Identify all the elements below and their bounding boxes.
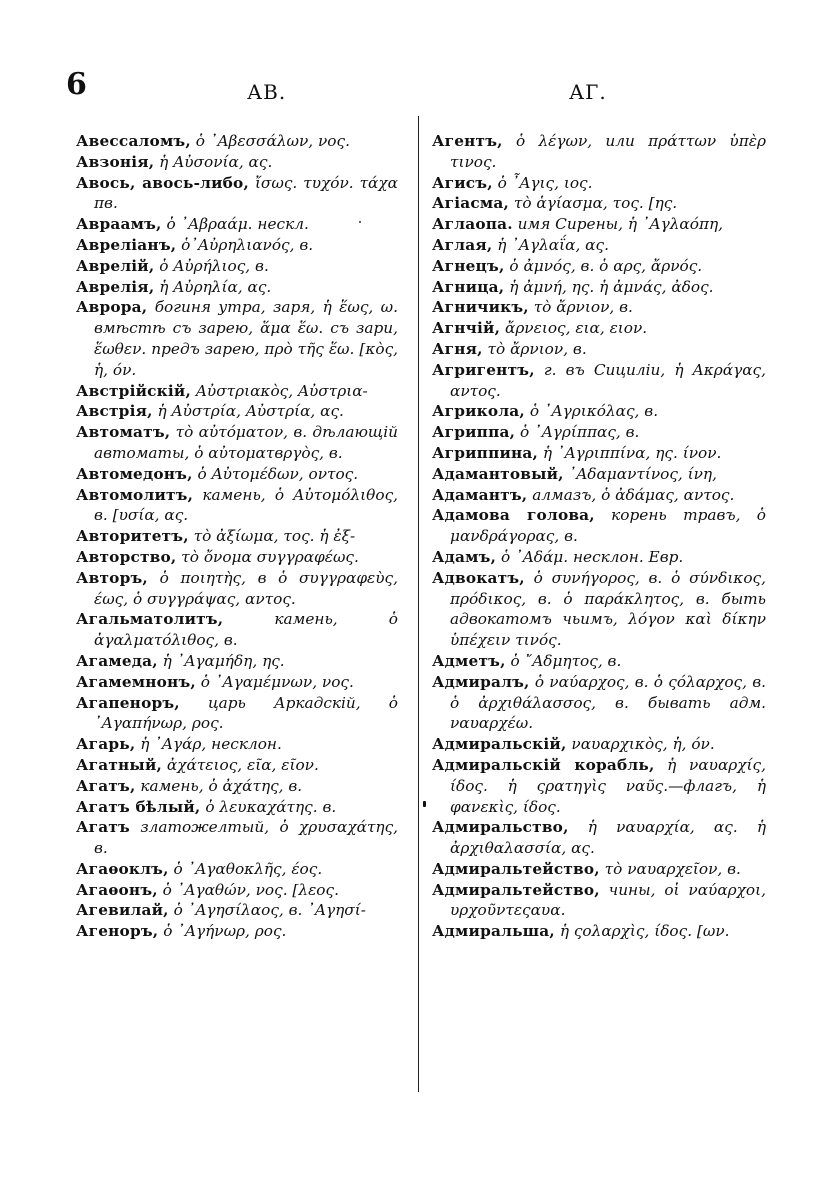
entry-headword: Австрія, xyxy=(76,402,153,421)
entry-definition: златожелтый, ὁ χρυσαχάτης, в. xyxy=(94,818,398,858)
entry-headword: Агрикола, xyxy=(432,402,525,421)
entry-headword: Авторъ, xyxy=(76,568,148,587)
entry-definition: ἡ ᾿Αγλαΐα, ας. xyxy=(497,235,609,254)
dictionary-entry xyxy=(76,651,398,672)
dictionary-entry xyxy=(432,360,766,402)
entry-headword: Авторитетъ, xyxy=(76,527,189,546)
entry-headword: Аглаопа. xyxy=(432,215,513,234)
entry-headword: Адмиральша, xyxy=(432,922,555,941)
dictionary-entry xyxy=(432,880,766,922)
entry-headword: Агаѳоклъ, xyxy=(76,859,169,878)
entry-definition: ᾿Αδαμαντίνος, ίνη, xyxy=(568,464,717,483)
entry-headword: Агатъ бѣлый, xyxy=(76,797,201,816)
dictionary-entry xyxy=(76,859,398,880)
dictionary-entry xyxy=(432,672,766,734)
entry-definition: ὁ ᾿Αγήνωρ, ρος. xyxy=(163,922,287,941)
entry-headword: Агіасма, xyxy=(432,194,509,213)
entry-definition: ὁ ᾿Αγαθών, νος. [λεος. xyxy=(162,880,339,899)
entry-headword: Агригентъ, xyxy=(432,360,535,379)
entry-headword: Адамова голова, xyxy=(432,506,595,525)
dictionary-entry xyxy=(432,256,766,277)
dictionary-entry xyxy=(432,339,766,360)
entry-definition: ὁ Αὐρήλιος, в. xyxy=(159,256,269,275)
running-head-left: АВ. xyxy=(247,80,287,104)
entry-definition: ὁ Αὐτομέδων, οντος. xyxy=(197,464,359,483)
entry-headword: Адмиральскій, xyxy=(432,735,567,754)
entry-definition: имя Сирены, ἡ ᾿Αγλαόπη, xyxy=(517,215,724,234)
page-number: 6 xyxy=(66,67,87,102)
entry-definition: ὁ ᾿Αδάμ. несклон. Евр. xyxy=(501,547,684,566)
entry-definition: ἡ Αὐστρία, Αὐστρία, ας. xyxy=(157,402,344,421)
dictionary-entry xyxy=(76,214,398,235)
entry-definition: ὁ ᾿Αγησίλαος, в. ᾿Αγησί- xyxy=(173,901,366,920)
dictionary-entry xyxy=(432,422,766,443)
entry-headword: Агнчій, xyxy=(432,319,501,338)
dictionary-entry xyxy=(76,547,398,568)
dictionary-entry xyxy=(76,672,398,693)
entry-definition: ἡ ναυαρχίς, ίδος. ἡ ςρατηγὶς ναῦς.—флагъ, ἡ φανεκὶς, ίδος. xyxy=(450,755,766,816)
entry-headword: Агапеноръ, xyxy=(76,693,180,712)
dictionary-entry xyxy=(76,131,398,152)
entry-headword: Адметъ, xyxy=(432,651,506,670)
entry-definition: царь Аркадскій, ὁ ᾿Αγαπήνωρ, ρος. xyxy=(94,693,398,733)
entry-headword: Агриппа, xyxy=(432,423,516,442)
entry-definition: τὸ ὄνομα συγγραφέως. xyxy=(181,547,359,566)
dictionary-entry xyxy=(432,401,766,422)
entry-headword: Авессаломъ, xyxy=(76,132,191,150)
entry-definition: ὁ ναύαρχος, в. ὁ ςόλαρχος, в. ὁ ἀρχιθάλασσος, в. бывать адм. ναυαρχέω. xyxy=(450,672,766,733)
dictionary-entry xyxy=(432,464,766,485)
entry-definition: τὸ ἁγίασμα, τος. [ης. xyxy=(513,194,678,213)
entry-headword: Агальматолитъ, xyxy=(76,610,224,629)
entry-headword: Адмиральскій корабль, xyxy=(432,755,655,774)
entry-headword: Аглая, xyxy=(432,235,493,254)
entry-headword: Автомолитъ, xyxy=(76,485,194,504)
dictionary-entry xyxy=(432,277,766,298)
entry-definition: τὸ ἄρνιον, в. xyxy=(487,339,587,358)
entry-headword: Авторство, xyxy=(76,547,177,566)
dictionary-entry xyxy=(432,568,766,651)
dictionary-entry xyxy=(432,921,766,942)
entry-headword: Авось, авось-либо, xyxy=(76,173,249,192)
dictionary-entry xyxy=(76,526,398,547)
dictionary-entry xyxy=(432,235,766,256)
entry-definition: ὁ ᾿Αγαθοκλῆς, έος. xyxy=(173,859,323,878)
dictionary-entry xyxy=(76,277,398,298)
entry-definition: ἡ ᾿Αγαμήδη, ης. xyxy=(162,651,285,670)
entry-headword: Адамантъ, xyxy=(432,485,528,504)
entry-headword: Агриппина, xyxy=(432,443,539,462)
entry-definition: ὁ ῏Αγις, ιος. xyxy=(497,173,593,192)
entry-headword: Автомедонъ, xyxy=(76,464,193,483)
dictionary-entry xyxy=(76,256,398,277)
dictionary-entry xyxy=(432,651,766,672)
dictionary-entry xyxy=(76,152,398,173)
running-head-right: АГ. xyxy=(569,80,607,104)
entry-headword: Агня, xyxy=(432,339,483,358)
entry-headword: Агисъ, xyxy=(432,173,493,192)
entry-definition: богиня утра, заря, ἡ ἕως, ω. вмѣстѣ съ зарею, ἅμα ἕω. съ зари, ἕωθεν. предъ зарею, πρὸ τῆς ἕω. [κὸς, ἡ, όν. xyxy=(94,298,398,379)
entry-definition: ὁ συνήγορος, в. ὁ σύνδικος, πρόδικος, в. ὁ παράκλητος, в. быть адвокатомъ чьимъ, λόγον καὶ δίκην ὑπέχειν τινός. xyxy=(450,568,766,650)
entry-headword: Адамантовый, xyxy=(432,464,564,483)
dictionary-entry xyxy=(432,297,766,318)
entry-headword: Агаѳонъ, xyxy=(76,880,158,899)
entry-definition: ὁ ᾿Αγαμέμνων, νος. xyxy=(200,672,354,691)
dictionary-entry xyxy=(432,547,766,568)
entry-definition: ἡ ἀμνή, ης. ἡ ἀμνάς, ἀδος. xyxy=(509,277,714,296)
entry-headword: Авзонія, xyxy=(76,152,155,171)
dictionary-entry xyxy=(76,464,398,485)
dictionary-entry xyxy=(432,131,766,173)
entry-definition: ἡ ςολαρχὶς, ίδος. [ων. xyxy=(559,922,730,941)
entry-definition: ὁ ποιητὴς, в ὁ συγγραφεὺς, έως, ὁ συγγράψας, αντος. xyxy=(94,568,398,608)
entry-headword: Авреліанъ, xyxy=(76,235,177,254)
dictionary-entry xyxy=(432,443,766,464)
entry-headword: Агница, xyxy=(432,277,505,296)
dictionary-entry xyxy=(76,297,398,380)
dictionary-entry xyxy=(76,880,398,901)
dictionary-entry xyxy=(432,505,766,547)
entry-headword: Агатъ xyxy=(76,818,130,837)
dictionary-entry xyxy=(76,797,398,818)
entry-headword: Агатъ, xyxy=(76,776,136,795)
dictionary-entry xyxy=(76,776,398,797)
dictionary-entry xyxy=(76,921,398,942)
entry-definition: ἡ ᾿Αγάρ, несклон. xyxy=(140,735,282,754)
entry-definition: τὸ ἄρνιον, в. xyxy=(533,298,633,317)
dictionary-entry xyxy=(76,235,398,256)
entry-headword: Адмиральтейство, xyxy=(432,880,600,899)
entry-definition: ἄρνειος, εια, ειον. xyxy=(504,319,648,338)
dictionary-entry xyxy=(76,755,398,776)
dictionary-entry xyxy=(76,422,398,464)
entry-definition: ναυαρχικὸς, ἡ, όν. xyxy=(571,735,715,754)
entry-definition: камень, ὁ ἀχάτης, в. xyxy=(140,776,303,795)
entry-headword: Адмиральтейство, xyxy=(432,859,600,878)
entry-definition: Αὐστριακὸς, Αὐστρια- xyxy=(195,381,368,400)
entry-headword: Адмиральство, xyxy=(432,818,569,837)
entry-headword: Агеноръ, xyxy=(76,922,159,941)
entry-definition: чины, οἱ ναύαρχοι, υρχοῦντεςαυα. xyxy=(450,880,766,920)
entry-definition: τὸ αὐτόματον, в. дѣлающій автоматы, ὁ αὐτοματвργὸς, в. xyxy=(94,423,398,462)
dictionary-entry xyxy=(76,173,398,215)
dictionary-entry xyxy=(432,859,766,880)
entry-headword: Агничикъ, xyxy=(432,298,529,317)
entry-headword: Адмиралъ, xyxy=(432,672,530,691)
margin-mark xyxy=(423,801,426,807)
entry-definition: ὁ λέγων, или πράττων ὑπὲρ τινος. xyxy=(450,132,766,171)
entry-definition: ἴσως. τυχόν. τάχα πв. xyxy=(94,173,398,213)
entry-headword: Агарь, xyxy=(76,735,136,754)
dictionary-entry xyxy=(76,817,398,859)
entry-definition: алмазъ, ὁ ἀδάμας, αντος. xyxy=(532,485,735,504)
entry-headword: Аврелія, xyxy=(76,277,155,296)
dictionary-entry xyxy=(76,401,398,422)
entry-definition: ὁ ᾿Αγρικόλας, в. xyxy=(529,402,659,421)
entry-definition: камень, ὁ ἀγαλματόλιθος, в. xyxy=(94,610,398,650)
entry-headword: Аврелій, xyxy=(76,256,155,275)
dictionary-entry xyxy=(432,755,766,817)
entry-headword: Агамеда, xyxy=(76,651,158,670)
entry-headword: Адамъ, xyxy=(432,547,497,566)
dictionary-entry xyxy=(432,214,766,235)
dictionary-entry xyxy=(432,485,766,506)
entry-definition: ὁ᾿Αὐρηλιανός, в. xyxy=(181,235,314,254)
dictionary-entry xyxy=(76,485,398,527)
entry-headword: Автоматъ, xyxy=(76,423,171,442)
entry-definition: τὸ ναυαρχεῖον, в. xyxy=(604,859,741,878)
entry-headword: Авраамъ, xyxy=(76,215,162,234)
entry-definition: камень, ὁ Αὐτομόλιθος, в. [υσία, ας. xyxy=(94,485,398,525)
dictionary-entry xyxy=(432,173,766,194)
entry-definition: г. въ Сициліи, ἡ Ακράγας, αντος. xyxy=(450,360,766,400)
dictionary-entry xyxy=(432,734,766,755)
dictionary-entry xyxy=(432,817,766,859)
left-column xyxy=(76,131,398,942)
entry-definition: ἡ Αὐρηλία, ας. xyxy=(159,277,272,296)
dictionary-entry xyxy=(76,693,398,735)
dictionary-entry xyxy=(76,568,398,610)
column-divider xyxy=(418,116,419,1092)
entry-headword: Адвокатъ, xyxy=(432,568,525,587)
entry-definition: ἡ ᾿Αγριππίνα, ης. ίνον. xyxy=(542,443,722,462)
dictionary-entry xyxy=(76,734,398,755)
entry-headword: Австрійскій, xyxy=(76,381,191,400)
dictionary-entry xyxy=(76,900,398,921)
entry-definition: ὁ ᾿Αγρίππας, в. xyxy=(519,423,640,442)
entry-definition: ὁ ἀμνός, в. ὁ αρς, ἄρνός. xyxy=(509,256,703,275)
right-column xyxy=(432,131,766,942)
entry-definition: ἡ Αὐσονία, ας. xyxy=(159,152,273,171)
dictionary-entry xyxy=(432,193,766,214)
entry-headword: Агентъ, xyxy=(432,132,503,150)
entry-definition: ἀχάτειος, εῖα, εῖον. xyxy=(166,755,319,774)
entry-definition: ὁ ᾿Αβραάμ. неcкл. xyxy=(166,215,309,234)
entry-definition: ὁ ᾿Αβεσσάλων, νος. xyxy=(195,132,350,150)
entry-headword: Аврора, xyxy=(76,298,148,317)
entry-definition: ὁ λευκαχάτης. в. xyxy=(205,797,337,816)
dictionary-entry xyxy=(76,609,398,651)
entry-headword: Агевилай, xyxy=(76,901,169,920)
entry-headword: Агатный, xyxy=(76,755,163,774)
dictionary-entry xyxy=(432,318,766,339)
entry-definition: ἡ ναυαρχία, ας. ἡ ἀρχιθαλασσία, ας. xyxy=(450,818,766,858)
entry-headword: Агамемнонъ, xyxy=(76,672,196,691)
dictionary-entry xyxy=(76,381,398,402)
entry-definition: ὁ ῎Αδμητος, в. xyxy=(510,651,622,670)
entry-headword: Агнецъ, xyxy=(432,256,505,275)
entry-definition: τὸ ἀξίωμα, τος. ἡ ἐξ- xyxy=(193,527,356,546)
entry-definition: корень травъ, ὁ μανδράγορας, в. xyxy=(450,506,766,546)
